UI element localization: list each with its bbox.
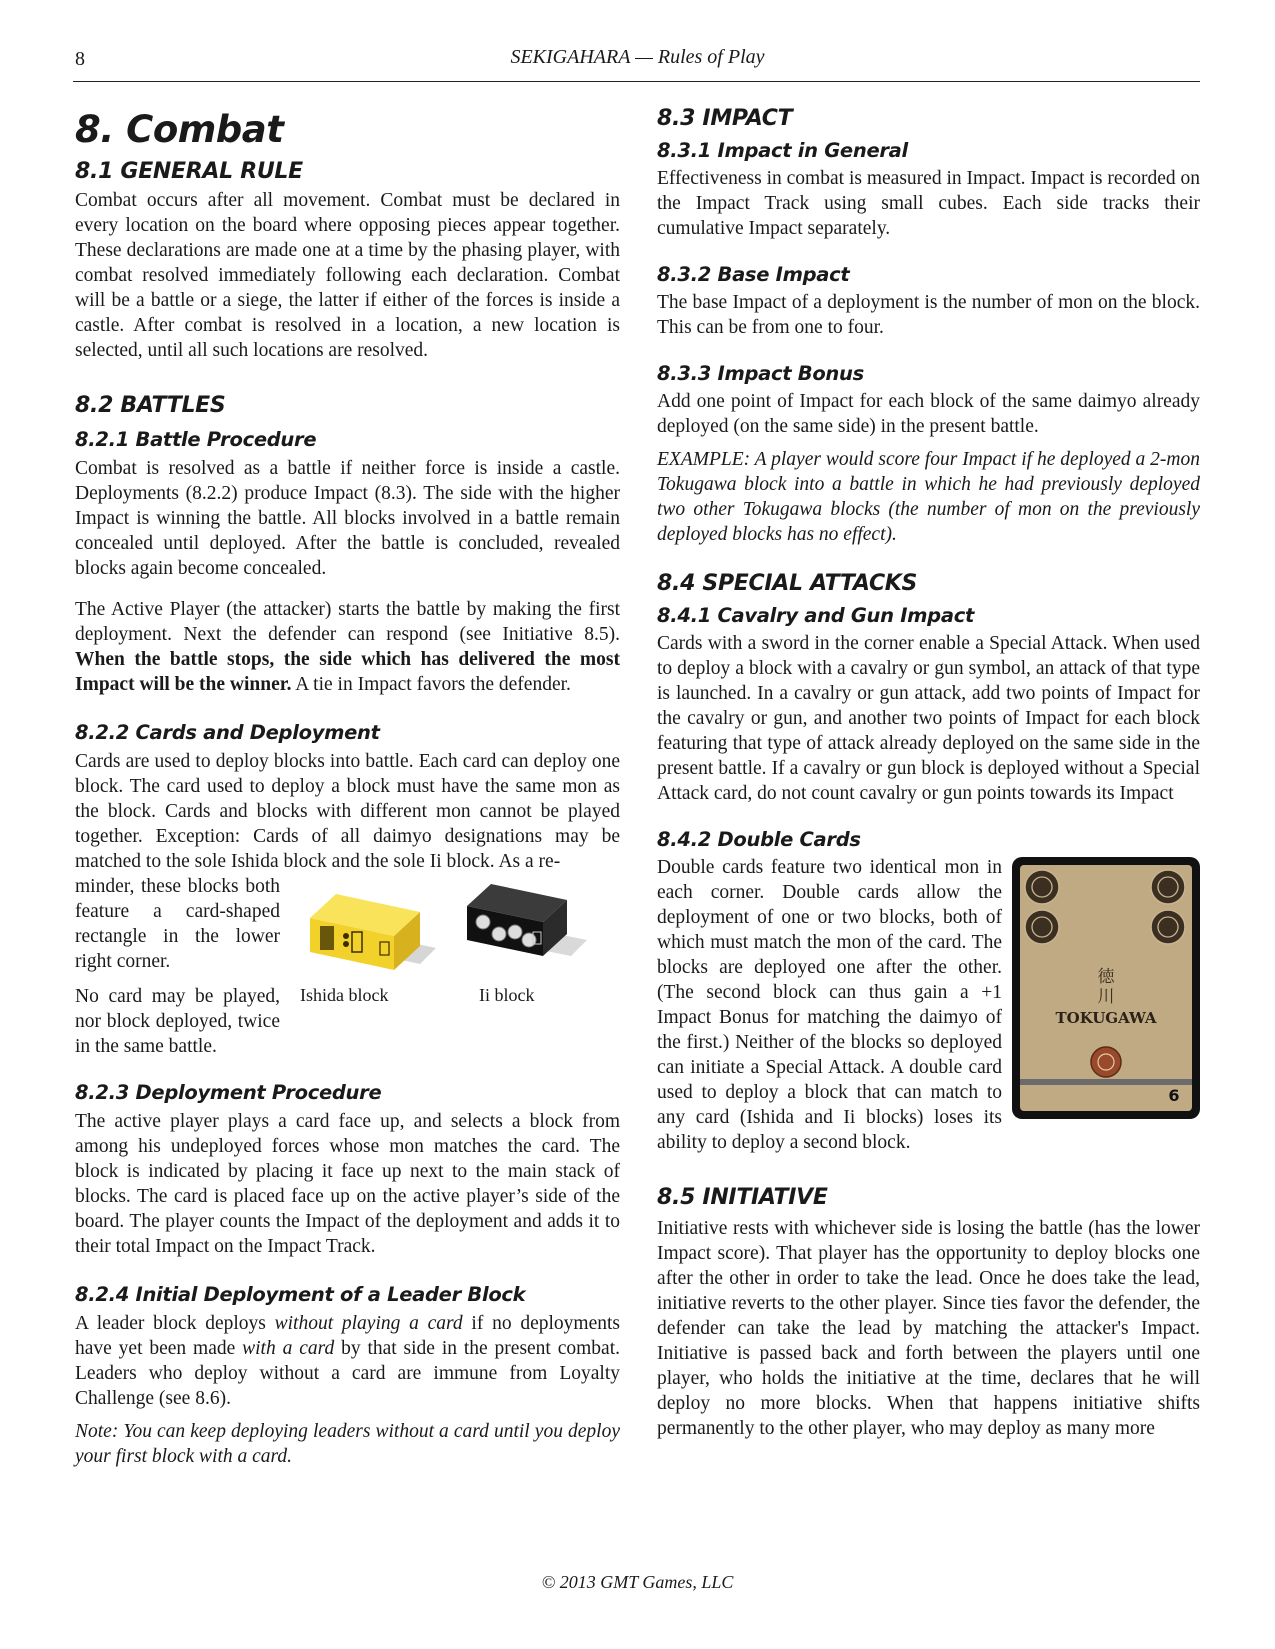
section-8-3-3-title: 8.3.3 Impact Bonus (657, 362, 864, 385)
right-column (657, 100, 1200, 1441)
section-8-2-title: 8.2 BATTLES (75, 393, 226, 418)
section-8-2-1-para2: The Active Player (the attacker) starts the battle by making the first deployment. Next the defender can respond (see Initiative 8.5). When the battle stops, the side which has delivered the most Impact will be the winner. A tie in Impact favors the defender. (75, 599, 620, 695)
ii-caption: Ii block (479, 985, 535, 1005)
card-value: 6 (1168, 1086, 1180, 1105)
section-8-4-1-title: 8.4.1 Cavalry and Gun Impact (657, 604, 974, 627)
section-8-2-1-title: 8.2.1 Battle Procedure (75, 428, 317, 451)
section-8-2-4-note: Note: You can keep deploying leaders without a card until you deploy your first block with a card. (75, 1421, 620, 1467)
section-8-2-4-title: 8.2.4 Initial Deployment of a Leader Block (75, 1283, 526, 1306)
running-head: SEKIGAHARA — Rules of Play (510, 46, 765, 68)
block-figure-row (75, 874, 620, 1059)
section-8-3-1-title: 8.3.1 Impact in General (657, 139, 908, 162)
section-8-3-2-text: The base Impact of a deployment is the number of mon on the block. This can be from one to four. (657, 292, 1200, 338)
section-8-2-1-para1: Combat is resolved as a battle if neither force is inside a castle. Deployments (8.2.2) produce Impact (8.3). The side with the higher Impact is winning the battle. All blocks involved in a battle remain concealed until deployed. After the battle is concluded, revealed blocks again become concealed. (75, 458, 620, 579)
card-kanji-1: 徳 (1097, 967, 1115, 987)
section-8-1-title: 8.1 GENERAL RULE (75, 159, 303, 184)
ishida-caption: Ishida block (300, 985, 389, 1005)
section-8-4-title: 8.4 SPECIAL ATTACKS (657, 571, 918, 596)
page-number: 8 (75, 48, 85, 70)
card-name: TOKUGAWA (1055, 1009, 1157, 1027)
winner-rule-bold: When the battle stops, the side which has delivered the most Impact will be the winner. (75, 649, 620, 695)
section-8-1-text: Combat occurs after all movement. Combat must be declared in every location on the board where opposing pieces appear together. These declarations are made one at a time by the phasing player, with combat resolved immediately following each declaration. Combat will be a battle or a siege, the latter if either of the forces is inside a castle. After combat is resolved in a location, a new location is selected, until all such locations are resolved. (75, 190, 620, 361)
ii-block-image (465, 876, 590, 968)
tokugawa-card (1012, 857, 1200, 1119)
section-8-4-2-title: 8.4.2 Double Cards (657, 828, 861, 851)
section-8-3-3-text: Add one point of Impact for each block of the same daimyo already deployed (on the same side) in the present battle. (657, 391, 1200, 437)
section-8-3-3-example: EXAMPLE: A player would score four Impact if he deployed a 2-mon Tokugawa block into a battle in which he had previously deployed two other Tokugawa blocks (the number of mon on the previously deployed blocks has no effect). (657, 449, 1200, 545)
section-8-2-3-title: 8.2.3 Deployment Procedure (75, 1081, 382, 1104)
card-kanji-2: 川 (1097, 987, 1115, 1007)
section-8-4-2-text: Double cards feature two identical mon in each corner. Double cards allow the deployment of one or two blocks, both of which must match the mon of the card. The blocks are deployed one after the other. (The second block can thus gain a +1 Impact Bonus for matching the daimyo of the first.) Neither of the blocks so deployed can initiate a Special Attack. A double card used to deploy a block that can match to any card (Ishida and Ii blocks) loses its ability to deploy a second block. (657, 857, 1002, 1153)
footer-copyright: © 2013 GMT Games, LLC (541, 1572, 734, 1592)
section-8-3-1-text: Effectiveness in combat is measured in Impact. Impact is recorded on the Impact Track using small cubes. Each side tracks their cumulative Impact separately. (657, 168, 1200, 239)
block-figure (280, 874, 620, 1024)
section-8-2-2-para2: No card may be played, nor block deployed, twice in the same battle. (75, 986, 280, 1057)
header-rule (73, 81, 1200, 82)
section-8-2-2-title: 8.2.2 Cards and Deployment (75, 721, 380, 744)
section-8-5-text: Initiative rests with whichever side is losing the battle (has the lower Impact score). That player has the opportunity to deploy blocks one after the other in order to take the lead. Once he does take the lead, initiative reverts to the other player. Since ties favor the defender, the defender can take the lead by matching the attacker's Impact. Initiative is passed back and forth between the players until one player, who holds the initiative at the time, declares that he will deploy no more blocks. When that happens initiative shifts permanently to the other player, who may deploy as many more (657, 1218, 1200, 1439)
section-8-5-title: 8.5 INITIATIVE (657, 1185, 828, 1210)
section-8-2-2-para1: Cards are used to deploy blocks into battle. Each card can deploy one block. The card used to deploy a block must have the same mon as the block. Cards and blocks with different mon cannot be played together. Exception: Cards of all daimyo designations may be matched to the sole Ishida block and the sole Ii block. As a re- (75, 751, 620, 872)
left-column (75, 100, 620, 1469)
ishida-block-image (308, 882, 438, 974)
card-mon-icon (1091, 1047, 1121, 1077)
section-8-4-1-text: Cards with a sword in the corner enable a Special Attack. When used to deploy a block with a cavalry or gun symbol, an attack of that type is launched. In a cavalry or gun attack, add two points of Impact for the cavalry or gun, and another two points of Impact for each block featuring that type of attack already deployed on the same side in the present battle. If a cavalry or gun block is deployed without a Special Attack card, do not count cavalry or gun points towards its Impact (657, 633, 1200, 804)
section-8-2-3-text: The active player plays a card face up, and selects a block from among his undeployed forces whose mon matches the card. The block is indicated by placing it face up next to the main stack of blocks. The card is placed face up on the active player’s side of the board. The player counts the Impact of the deployment and adds it to their total Impact on the Impact Track. (75, 1111, 620, 1257)
section-8-3-2-title: 8.3.2 Base Impact (657, 263, 850, 286)
chapter-title: 8. Combat (75, 108, 284, 151)
section-8-2-4-text: A leader block deploys without playing a card if no deployments have yet been made with a card by that side in the present combat. Leaders who deploy without a card are immune from Loyalty Challenge (see 8.6). (75, 1313, 620, 1409)
section-8-2-2-para1-cont: minder, these blocks both feature a card-shaped rectangle in the lower right corner. (75, 876, 280, 972)
section-8-3-title: 8.3 IMPACT (657, 106, 793, 131)
